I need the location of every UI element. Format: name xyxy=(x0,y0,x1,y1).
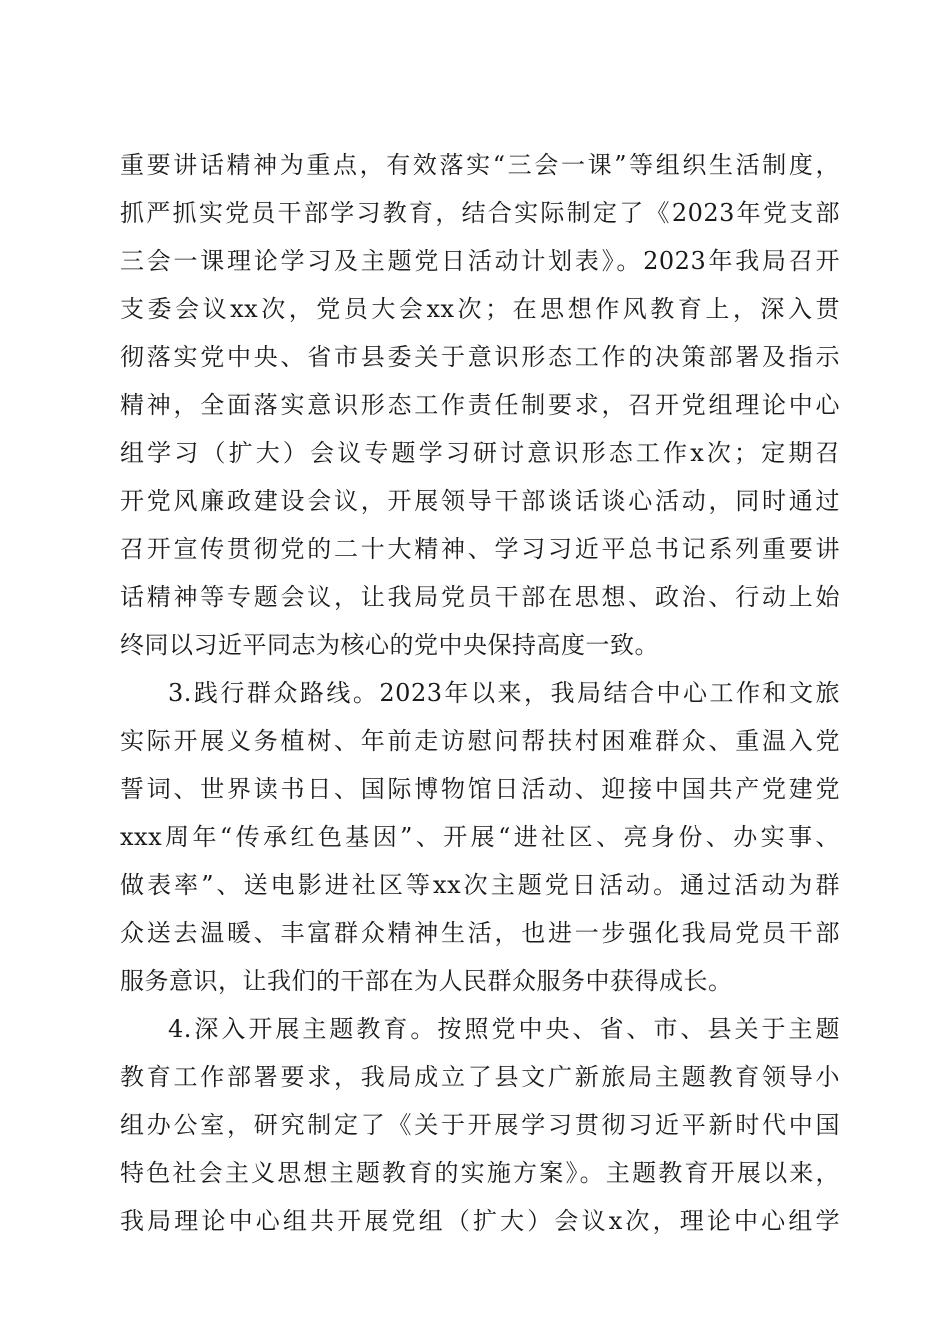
text-line: 众送去温暖、丰富群众精神生活，也进一步强化我局党员干部 xyxy=(120,919,840,947)
text-line: 做表率”、送电影进社区等xx次主题党日活动。通过活动为群 xyxy=(120,871,840,899)
text-line: 支委会议xx次，党员大会xx次；在思想作风教育上，深入贯 xyxy=(120,295,840,323)
text-line: 开党风廉政建设会议，开展领导干部谈话谈心活动，同时通过 xyxy=(120,487,840,515)
text-line: xxx周年“传承红色基因”、开展“进社区、亮身份、办实事、 xyxy=(120,823,840,851)
text-line: 彻落实党中央、省市县委关于意识形态工作的决策部署及指示 xyxy=(120,343,840,371)
text-line: 精神，全面落实意识形态工作责任制要求，召开党组理论中心 xyxy=(120,391,840,419)
text-line: 抓严抓实党员干部学习教育，结合实际制定了《2023年党支部 xyxy=(120,199,840,227)
text-line: 誓词、世界读书日、国际博物馆日活动、迎接中国共产党建党 xyxy=(120,775,840,803)
text-line: 话精神等专题会议，让我局党员干部在思想、政治、行动上始 xyxy=(120,583,840,611)
text-line: 三会一课理论学习及主题党日活动计划表》。2023年我局召开 xyxy=(120,247,840,275)
paragraph-heading-3: 3.践行群众路线。2023年以来，我局结合中心工作和文旅 xyxy=(168,679,840,707)
text-line: 组学习（扩大）会议专题学习研讨意识形态工作x次；定期召 xyxy=(120,439,840,467)
text-line: 我局理论中心组共开展党组（扩大）会议x次，理论中心组学 xyxy=(120,1207,840,1235)
paragraph-heading-4: 4.深入开展主题教育。按照党中央、省、市、县关于主题 xyxy=(168,1015,840,1043)
text-line: 教育工作部署要求，我局成立了县文广新旅局主题教育领导小 xyxy=(120,1063,840,1091)
text-line: 组办公室，研究制定了《关于开展学习贯彻习近平新时代中国 xyxy=(120,1111,840,1139)
text-line: 重要讲话精神为重点，有效落实“三会一课”等组织生活制度， xyxy=(120,151,840,179)
text-line: 终同以习近平同志为核心的党中央保持高度一致。 xyxy=(120,631,659,659)
text-line: 召开宣传贯彻党的二十大精神、学习习近平总书记系列重要讲 xyxy=(120,535,840,563)
text-line: 服务意识，让我们的干部在为人民群众服务中获得成长。 xyxy=(120,967,733,995)
text-line: 特色社会主义思想主题教育的实施方案》。主题教育开展以来， xyxy=(120,1159,840,1187)
text-line: 实际开展义务植树、年前走访慰问帮扶村困难群众、重温入党 xyxy=(120,727,840,755)
